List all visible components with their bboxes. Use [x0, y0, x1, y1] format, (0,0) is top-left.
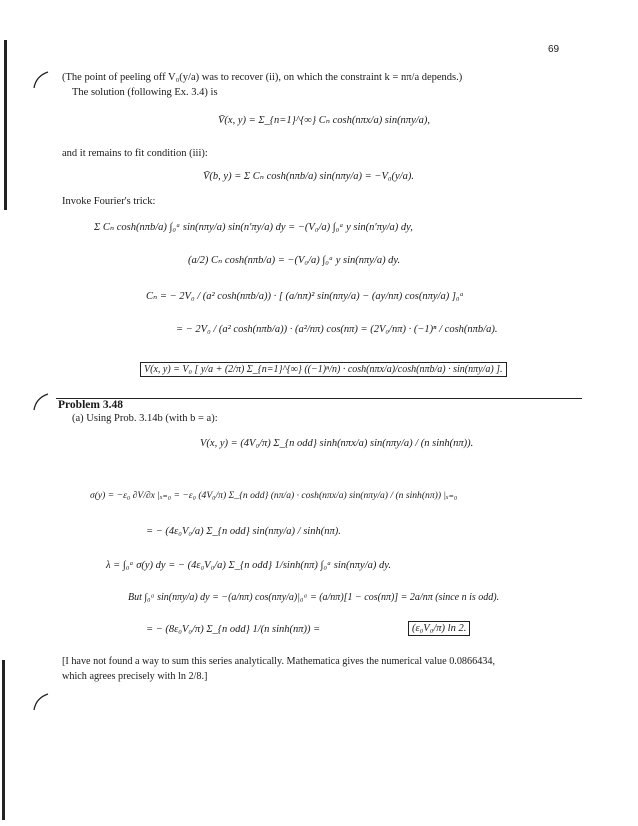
equation-sigma-2: = − (4ε₀V₀/a) Σ_{n odd} sin(nπy/a) / sinh(nπ).	[146, 526, 341, 537]
section-divider	[56, 398, 582, 399]
equation-fourier-2: (a/2) Cₙ cosh(nπb/a) = −(V₀/a) ∫₀ᵃ y sin(nπy/a) dy.	[188, 255, 401, 266]
margin-bracket-mark	[30, 392, 50, 412]
fit-condition-text: and it remains to fit condition (iii):	[62, 148, 208, 159]
equation-cn-line-2: = − 2V₀ / (a² cosh(nπb/a)) · (a²/nπ) cos(nπ) = (2V₀/nπ) · (−1)ⁿ / cosh(nπb/a).	[176, 324, 498, 335]
intro-line-1: (The point of peeling off V₀(y/a) was to recover (ii), on which the constraint k = nπ/a depends.)	[62, 72, 463, 83]
equation-cn-line-1: Cₙ = − 2V₀ / (a² cosh(nπb/a)) · [ (a/nπ)² sin(nπy/a) − (ay/nπ) cos(nπy/a) ]₀ᵃ	[146, 291, 464, 302]
margin-bracket-mark	[30, 692, 50, 712]
boxed-result: (ε₀V₀/π) ln 2.	[408, 621, 470, 636]
note-line-2: which agrees precisely with ln 2/8.]	[62, 671, 208, 682]
equation-series-solution: V̄(x, y) = Σ_{n=1}^{∞} Cₙ cosh(nπx/a) sin(nπy/a),	[218, 115, 431, 126]
problem-heading: Problem 3.48	[58, 399, 123, 411]
equation-integral-but: But ∫₀ᵃ sin(nπy/a) dy = −(a/nπ) cos(nπy/a)|₀ᵃ = (a/nπ)[1 − cos(nπ)] = 2a/nπ (since n is odd).	[128, 592, 500, 603]
equation-fourier-1: Σ Cₙ cosh(nπb/a) ∫₀ᵃ sin(nπy/a) sin(n′πy/a) dy = −(V₀/a) ∫₀ᵃ y sin(n′πy/a) dy,	[94, 222, 413, 233]
margin-bracket-mark	[30, 70, 50, 90]
intro-line-2: The solution (following Ex. 3.4) is	[72, 87, 218, 98]
scan-edge-shadow	[4, 40, 7, 210]
page-number: 69	[548, 44, 560, 55]
scan-edge-shadow	[2, 660, 5, 820]
problem-part-a: (a) Using Prob. 3.14b (with b = a):	[72, 413, 218, 424]
note-line-1: [I have not found a way to sum this series analytically. Mathematica gives the numerical value 0.0866434,	[62, 656, 496, 667]
equation-lambda-result: = − (8ε₀V₀/π) Σ_{n odd} 1/(n sinh(nπ)) =	[146, 624, 321, 635]
fourier-trick-text: Invoke Fourier's trick:	[62, 196, 156, 207]
equation-final-boxed: V(x, y) = V₀ [ y/a + (2/π) Σ_{n=1}^{∞} ((−1)ⁿ/n) · cosh(nπx/a)/cosh(nπb/a) · sin(nπy/a) ].	[140, 362, 507, 377]
equation-potential: V(x, y) = (4V₀/π) Σ_{n odd} sinh(nπx/a) sin(nπy/a) / (n sinh(nπ)).	[200, 438, 474, 449]
equation-lambda: λ = ∫₀ᵃ σ(y) dy = − (4ε₀V₀/a) Σ_{n odd} 1/sinh(nπ) ∫₀ᵃ sin(nπy/a) dy.	[106, 560, 391, 571]
equation-sigma-1: σ(y) = −ε₀ ∂V/∂x |ₓ₌₀ = −ε₀ (4V₀/π) Σ_{n odd} (nπ/a) · cosh(nπx/a) sin(nπy/a) / (n sinh(nπ)) |ₓ₌₀	[90, 490, 458, 501]
equation-fit-condition: V̄(b, y) = Σ Cₙ cosh(nπb/a) sin(nπy/a) = −V₀(y/a).	[203, 171, 414, 182]
